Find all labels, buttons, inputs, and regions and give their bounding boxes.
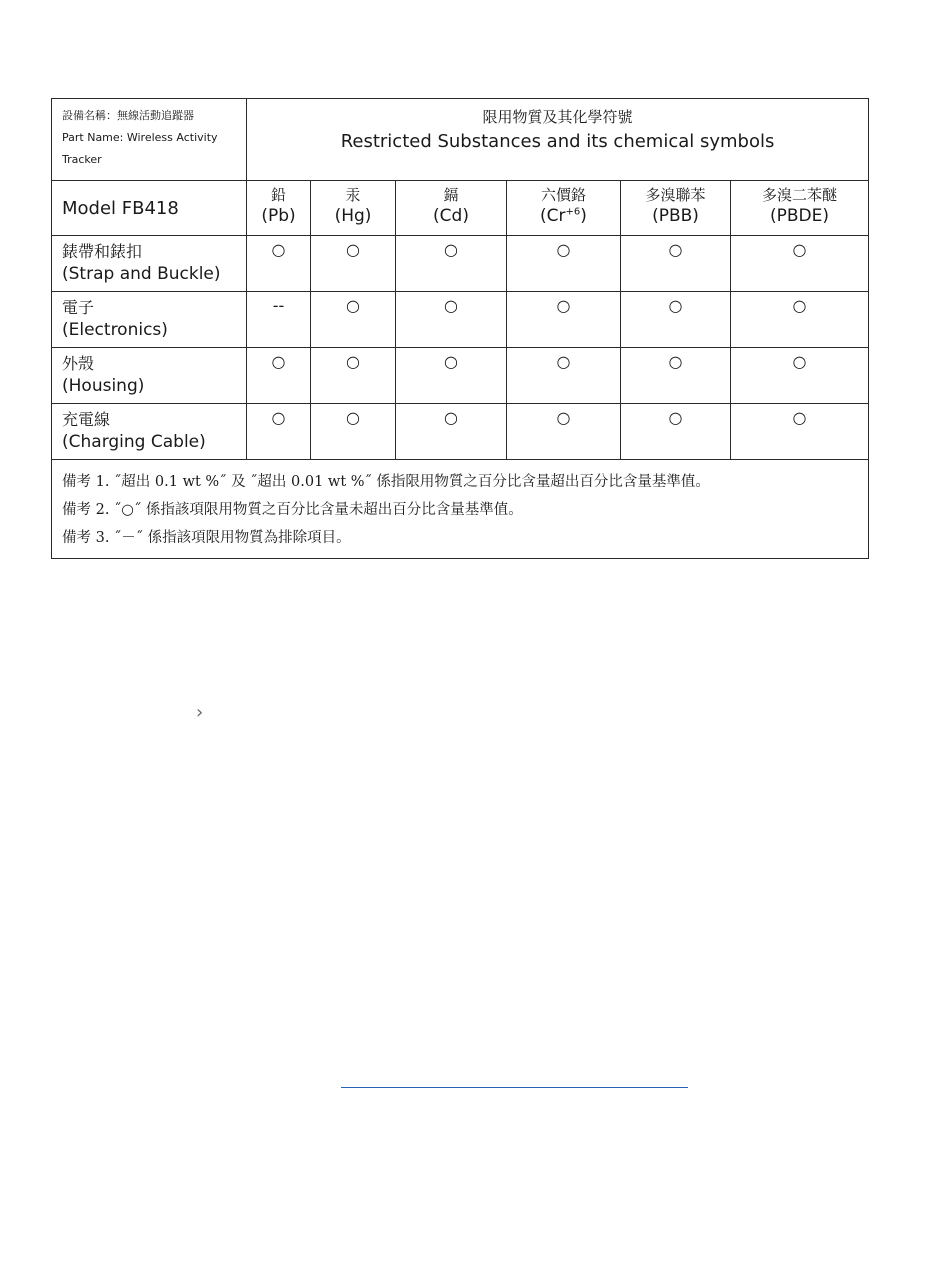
mark-cell: ○ [731, 348, 869, 404]
mark-cell: ○ [311, 348, 396, 404]
part-name-cell [52, 99, 247, 181]
substance-zh: 多溴聯苯 [645, 186, 706, 204]
part-name-zh: 設備名稱：無線活動追蹤器 [62, 109, 194, 122]
model-label: Model FB418 [52, 181, 247, 236]
component-zh: 錶帶和錶扣 [62, 242, 143, 261]
substance-symbol: (Hg) [334, 206, 372, 226]
table-title-cell [247, 99, 869, 181]
component-cell [52, 236, 247, 292]
substance-header [396, 181, 507, 236]
mark-cell: ○ [731, 292, 869, 348]
table-title-zh: 限用物質及其化學符號 [482, 108, 633, 126]
substance-symbol: (PBB) [652, 206, 699, 226]
mark-cell: ○ [247, 404, 311, 460]
hyperlink-underline[interactable] [341, 1087, 688, 1088]
substance-header-row [52, 181, 869, 236]
symbol-superscript: +6 [565, 206, 581, 218]
component-en: (Electronics) [62, 320, 168, 340]
component-cell [52, 348, 247, 404]
mark-cell: ○ [311, 404, 396, 460]
mark-cell: ○ [247, 236, 311, 292]
substance-header [621, 181, 731, 236]
mark-cell: ○ [507, 404, 621, 460]
component-en: (Charging Cable) [62, 432, 206, 452]
substance-symbol: (PBDE) [770, 206, 830, 226]
mark-cell: ○ [311, 292, 396, 348]
chevron-right-icon[interactable]: › [196, 702, 204, 723]
component-cell [52, 292, 247, 348]
substance-zh: 多溴二苯醚 [762, 186, 838, 204]
mark-cell: ○ [396, 404, 507, 460]
notes-cell [52, 460, 869, 559]
mark-cell: ○ [731, 404, 869, 460]
substance-zh: 六價鉻 [540, 186, 586, 204]
mark-cell: ○ [621, 404, 731, 460]
table-title-en: Restricted Substances and its chemical symbols [340, 131, 775, 152]
substance-header [247, 181, 311, 236]
mark-cell: ○ [621, 292, 731, 348]
table-row [52, 292, 869, 348]
substance-symbol [507, 205, 620, 227]
substance-header [731, 181, 869, 236]
table-header-row [52, 99, 869, 181]
substance-zh: 鎘 [443, 186, 459, 204]
note-line: 備考 3. ˝－˝ 係指該項限用物質為排除項目。 [62, 530, 351, 546]
mark-cell: ○ [731, 236, 869, 292]
mark-cell: ○ [396, 236, 507, 292]
substance-header [507, 181, 621, 236]
substance-header [311, 181, 396, 236]
mark-cell: ○ [396, 348, 507, 404]
table-row [52, 236, 869, 292]
component-cell [52, 404, 247, 460]
part-name-en: Part Name: Wireless Activity [62, 131, 218, 144]
symbol-end: ) [580, 206, 587, 226]
mark-cell: ○ [621, 348, 731, 404]
symbol-base: (Cr [540, 206, 566, 226]
mark-cell: ○ [507, 292, 621, 348]
mark-cell: ○ [621, 236, 731, 292]
component-zh: 電子 [62, 298, 95, 317]
substance-symbol: (Pb) [261, 206, 296, 226]
table-row [52, 404, 869, 460]
component-en: (Housing) [62, 376, 145, 396]
note-line: 備考 2. ˝○˝ 係指該項限用物質之百分比含量未超出百分比含量基準值。 [62, 502, 523, 518]
table-row [52, 348, 869, 404]
mark-cell: ○ [311, 236, 396, 292]
notes-row [52, 460, 869, 559]
component-en: (Strap and Buckle) [62, 264, 221, 284]
restricted-substances-table [51, 98, 869, 559]
mark-cell: ○ [247, 348, 311, 404]
note-line: 備考 1. ˝超出 0.1 wt %˝ 及 ˝超出 0.01 wt %˝ 係指限用物質之百分比含量超出百分比含量基準值。 [62, 474, 710, 490]
mark-cell: ○ [396, 292, 507, 348]
mark-cell: ○ [507, 348, 621, 404]
substance-zh: 汞 [345, 186, 361, 204]
mark-cell: -- [247, 292, 311, 348]
substance-symbol: (Cd) [433, 206, 469, 226]
component-zh: 充電線 [62, 410, 111, 429]
mark-cell: ○ [507, 236, 621, 292]
component-zh: 外殼 [62, 354, 95, 373]
substance-zh: 鉛 [270, 186, 286, 204]
part-name-en-line2: Tracker [62, 153, 102, 166]
